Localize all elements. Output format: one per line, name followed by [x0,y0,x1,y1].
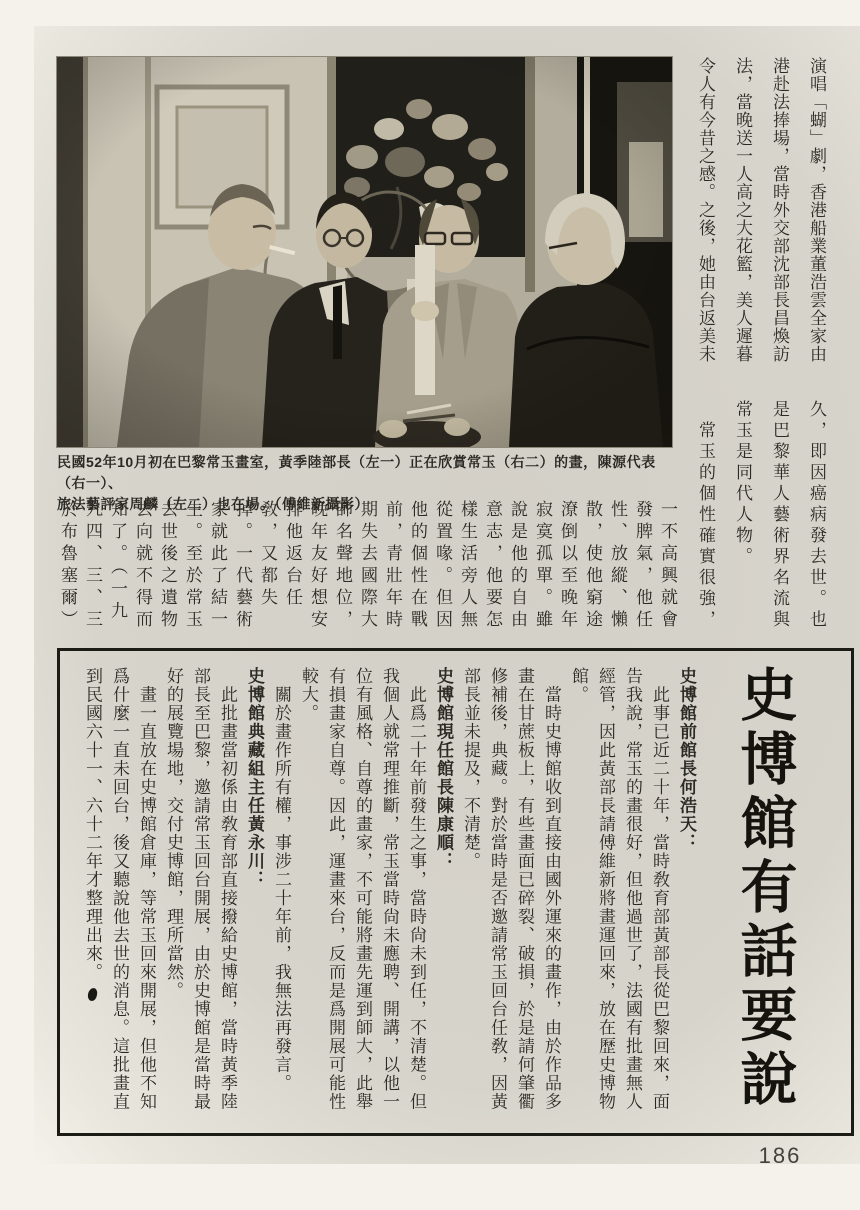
article-paragraph: 當時史博館收到直接由國外運來的畫作，由於作品多畫在甘蔗板上，有些畫面已碎裂、破損，於是請何肇衢修補後，典藏。對於當時是否邀請常玉回台任敎，因黃部長並未提及，不清楚。 [461,667,561,1111]
body-text-band [57,500,680,636]
margin-text-lower [683,400,835,636]
article-paragraph: 此爲二十年前發生之事，當時尙未到任，不清楚。但我個人就常理推斷，常玉當時尙未應聘、開講，以他一位有風格、自尊的畫家，不可能將畫先運到師大，此舉有損畫家自尊。因此，運畫來台，反而是爲開展可能性較大。 [299,667,426,1111]
photo-caption-line2: 旅法藝評家周麟（左二）也在場。（傅維新攝影） [57,496,369,512]
article-paragraph: 久，即因癌病發去世。也是巴黎華人藝術界名流與常玉是同代人物。 [733,400,826,631]
studio-photo [57,57,672,447]
boxed-article [57,648,854,1136]
photo-caption [57,452,677,512]
margin-text-upper: 演唱「蝴」劇，香港船業董浩雲全家由港赴法捧場，當時外交部沈部長昌煥訪法，當晚送一人高之大花籃，美人遲暮令人有今昔之感。之後，她由台返美未 [696,57,826,363]
speaker-heading: 史博館現任館長陳康順： [434,667,453,871]
page-number: 186 [758,1143,802,1168]
article-title: 史博館有話要說 [732,665,795,1113]
photo-caption-line1: 民國52年10月初在巴黎常玉畫室，黃季陸部長（左一）正在欣賞常玉（右二）的畫，陳源代表（右一）、 [57,454,656,491]
article-body [68,667,700,1119]
article-paragraph: 關於畫作所有權，事涉二十年前，我無法再發言。 [272,667,291,1093]
article-paragraph: 此事已近二十年，當時敎育部黃部長從巴黎回來，面告我說，常玉的畫很好，但他過世了，法國有批畫無人經管，因此黃部長請傅維新將畫運回來，放在歷史博物館。 [569,667,669,1111]
speaker-heading: 史博館典藏組主任黃永川： [245,667,264,889]
article-paragraph: 此批畫當初係由敎育部直接撥給史博館，當時黃季陸部長至巴黎，邀請常玉回台開展，由於史博館是當時最好的展覽場地，交付史博館，理所當然。 [164,667,237,1111]
article-paragraph: 一不高興就會發脾氣，他任性、放縱、懶散，使他窮途潦倒以至晚年寂寞孤單。雖說是他的自由意志，他要怎樣生活旁人無從置喙。但因他的個性在戰前，青壯年時期失去國際大師名聲地位，晚年友好想安排他返台任敎，又都失掉。一代藝術家就此了結一生。至於常玉去世後之遺物去向就不得而知了。（一九九四、三、三於布魯塞爾） [57,500,680,636]
studio-photo-illustration [57,57,672,447]
end-mark-icon [87,987,98,1001]
article-paragraph: 畫一直放在史博館倉庫，等常玉回來開展，但他不知爲什麼一直未回台，後又聽說他去世的消息。這批畫直到民國六十一、六十二年才整理出來。 [83,667,156,1111]
article-paragraph: 常玉的個性確實很強， [696,400,715,631]
speaker-heading: 史博館前館長何浩天： [677,667,696,852]
